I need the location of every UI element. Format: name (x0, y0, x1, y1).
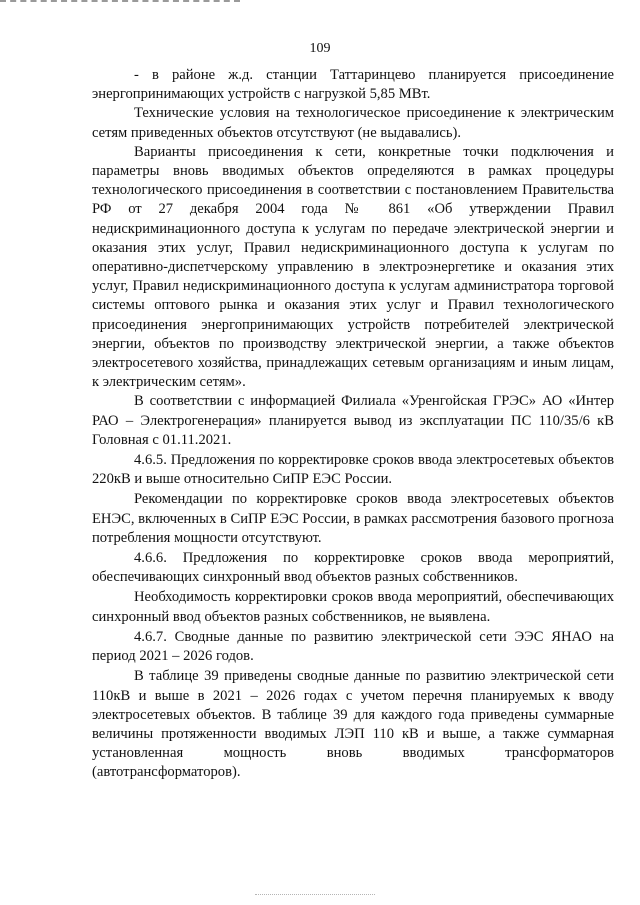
paragraph-tatarintsevo-connection: - в районе ж.д. станции Таттаринцево планируется присоединение энергопринимающих устройств с нагрузкой 5,85 МВт. (92, 67, 614, 103)
document-body (92, 66, 614, 783)
section-heading-4-6-6: 4.6.6. Предложения по корректировке сроков ввода мероприятий, обеспечивающих синхронный ввод объектов разных собственников. (92, 550, 614, 586)
scan-edge-mark (0, 0, 240, 6)
paragraph-decommissioning: В соответствии с информацией Филиала «Уренгойская ГРЭС» АО «Интер РАО – Электрогенерация» планируется вывод из эксплуатации ПС 110/35/6 кВ Головная с 01.11.2021. (92, 393, 614, 448)
paragraph-technical-conditions: Технические условия на технологическое присоединение к электрическим сетям приведенных объектов отсутствуют (не выдавались). (92, 105, 614, 141)
scan-bottom-mark (255, 894, 375, 895)
page-number: 109 (309, 41, 331, 56)
section-heading-4-6-7: 4.6.7. Сводные данные по развитию электрической сети ЭЭС ЯНАО на период 2021 – 2026 годов. (92, 628, 614, 665)
paragraph-connection-options: Варианты присоединения к сети, конкретные точки подключения и параметры вновь вводимых объектов определяются в рамках процедуры технологического присоединения в соответствии с постановлением Правительства РФ от 27 декабря 2004 года № 861 «Об утверждении Правил недискриминационного доступа к услугам по передаче электрической энергии и оказания этих услуг, Правил недискриминационного доступа к услугам по оперативно-диспетчерскому управлению в электроэнергетике и оказания этих услуг, Правил недискриминационного доступа к услугам администратора торговой системы оптового рынка и оказания этих услуг и Правил технологического присоединения энергопринимающих устройств потребителей электрической энергии, объектов по производству электрической энергии, а также объектов электросетевого хозяйства, принадлежащих сетевым организациям и иным лицам, к электрическим сетям». (92, 143, 614, 391)
section-heading-4-6-5: 4.6.5. Предложения по корректировке сроков ввода электросетевых объектов 220кВ и выше относительно СиПР ЕЭС России. (92, 452, 614, 488)
paragraph-table-39-summary: В таблице 39 приведены сводные данные по развитию электрической сети 110кВ и выше в 2021 – 2026 годах с учетом перечня планируемых к вводу электросетевых объектов. В таблице 39 для каждого года приведены суммарные величины протяженности вводимых ЛЭП 110 кВ и выше, а также суммарная установленная мощность вновь вводимых трансформаторов (автотрансформаторов). (92, 668, 614, 781)
paragraph-recommendations: Рекомендации по корректировке сроков ввода электросетевых объектов ЕНЭС, включенных в СиПР ЕЭС России, в рамках рассмотрения базового прогноза потребления мощности отсутствуют. (92, 491, 615, 546)
paragraph-necessity: Необходимость корректировки сроков ввода мероприятий, обеспечивающих синхронный ввод объектов разных собственников, не выявлена. (92, 589, 614, 625)
